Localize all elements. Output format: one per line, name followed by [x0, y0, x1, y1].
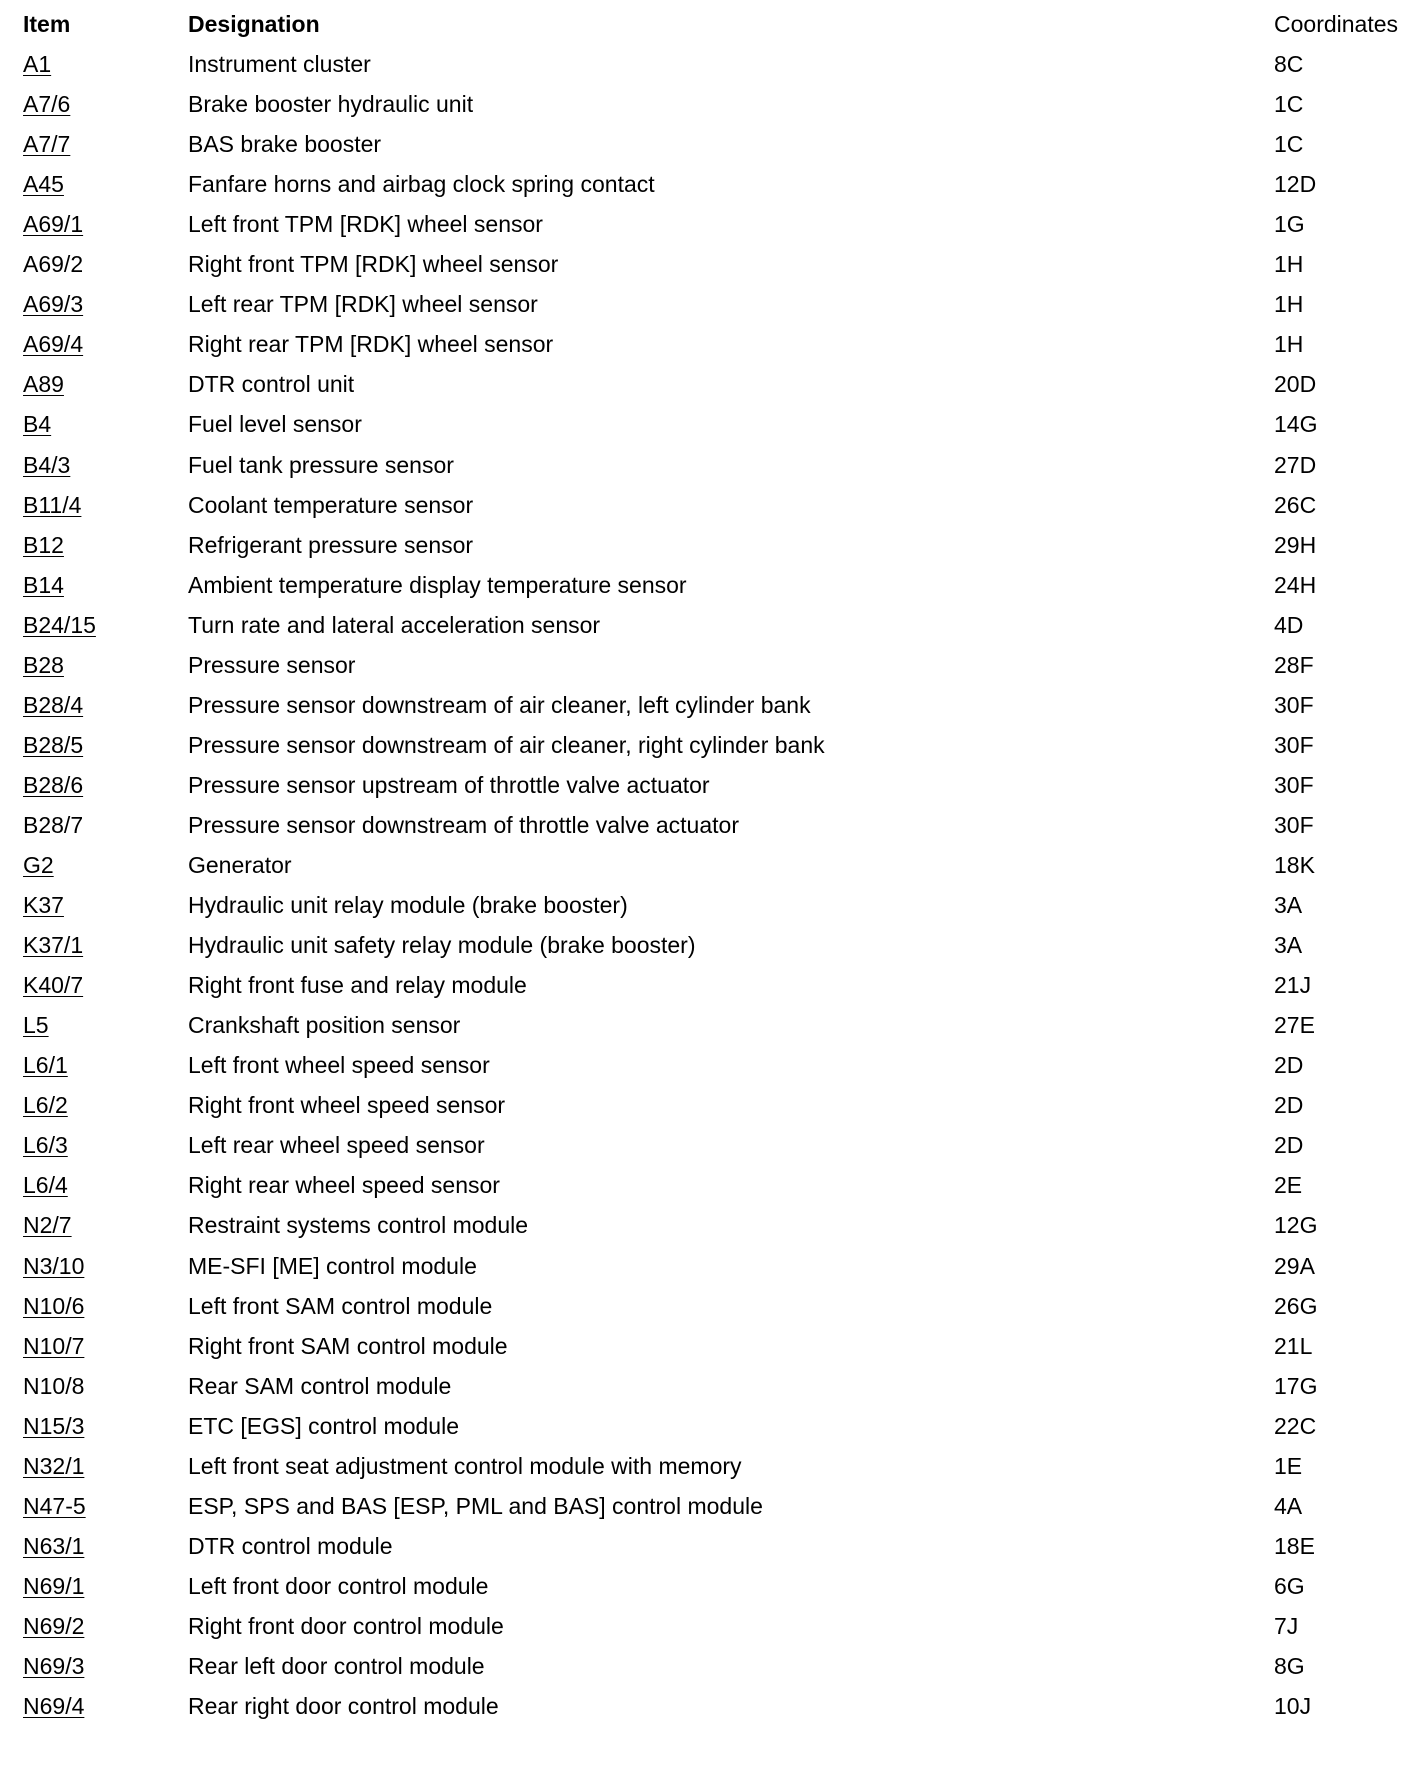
item-code-link[interactable]: N69/4 [23, 1693, 85, 1720]
table-header [0, 11, 1408, 51]
table-row [0, 1533, 1408, 1573]
designation-cell: Pressure sensor upstream of throttle valve actuator [188, 771, 710, 798]
header-coordinates: Coordinates [1274, 11, 1399, 37]
item-code-link: A69/2 [23, 251, 84, 278]
coordinates-cell: 20D [1274, 371, 1317, 398]
coordinates-cell: 1H [1274, 251, 1304, 278]
designation-cell: ETC [EGS] control module [188, 1412, 459, 1439]
table-row [0, 572, 1408, 612]
table-row [0, 1373, 1408, 1413]
coordinates-cell: 3A [1274, 892, 1303, 919]
coordinates-cell: 3A [1274, 932, 1303, 959]
coordinates-cell: 26C [1274, 491, 1317, 518]
designation-cell: Generator [188, 852, 292, 878]
item-code-link[interactable]: K37/1 [23, 932, 84, 959]
table-row [0, 1493, 1408, 1533]
designation-cell: Left front seat adjustment control module with memory [188, 1452, 742, 1479]
table-row [0, 532, 1408, 572]
designation-cell: Crankshaft position sensor [188, 1012, 461, 1039]
designation-cell: ESP, SPS and BAS [ESP, PML and BAS] control module [188, 1492, 763, 1519]
table-row [0, 492, 1408, 532]
header-item: Item [23, 11, 71, 37]
table-row [0, 892, 1408, 932]
coordinates-cell: 12D [1274, 171, 1317, 198]
table-row [0, 91, 1408, 131]
designation-cell: Restraint systems control module [188, 1212, 529, 1239]
coordinates-cell: 2E [1274, 1172, 1303, 1199]
table-row [0, 452, 1408, 492]
table-row [0, 211, 1408, 251]
designation-cell: Instrument cluster [188, 51, 371, 77]
designation-cell: Left rear TPM [RDK] wheel sensor [188, 291, 538, 318]
item-code-link[interactable]: B4 [23, 411, 52, 438]
table-row [0, 251, 1408, 291]
designation-cell: Turn rate and lateral acceleration sensor [188, 611, 601, 638]
coordinates-cell: 30F [1274, 731, 1314, 758]
item-code-link[interactable]: K40/7 [23, 972, 84, 999]
designation-cell: Right rear TPM [RDK] wheel sensor [188, 331, 554, 358]
item-code-link[interactable]: A89 [23, 371, 64, 398]
designation-cell: Rear right door control module [188, 1693, 499, 1720]
item-code-link[interactable]: L6/3 [23, 1132, 68, 1159]
designation-cell: Right front fuse and relay module [188, 972, 527, 999]
item-code-link[interactable]: N69/1 [23, 1572, 85, 1599]
coordinates-cell: 22C [1274, 1412, 1317, 1439]
item-code-link[interactable]: B4/3 [23, 451, 71, 478]
table-row [0, 171, 1408, 211]
table-row [0, 1293, 1408, 1333]
designation-cell: Right front TPM [RDK] wheel sensor [188, 251, 559, 278]
item-code-link[interactable]: G2 [23, 852, 54, 878]
designation-cell: Ambient temperature display temperature sensor [188, 571, 687, 598]
designation-cell: DTR control unit [188, 371, 355, 398]
coordinates-cell: 2D [1274, 1092, 1304, 1119]
item-code-link[interactable]: L5 [23, 1012, 49, 1039]
item-code-link[interactable]: L6/1 [23, 1052, 68, 1079]
table-row [0, 1092, 1408, 1132]
coordinates-cell: 1C [1274, 131, 1304, 158]
coordinates-cell: 30F [1274, 691, 1314, 718]
designation-cell: DTR control module [188, 1532, 393, 1559]
item-code-link[interactable]: A7/6 [23, 91, 71, 118]
coordinates-cell: 4A [1274, 1492, 1303, 1519]
coordinates-cell: 18K [1274, 852, 1315, 878]
coordinates-cell: 17G [1274, 1372, 1318, 1399]
designation-cell: BAS brake booster [188, 131, 382, 158]
table-row [0, 411, 1408, 451]
item-code-link[interactable]: N32/1 [23, 1452, 85, 1479]
item-code-link[interactable]: N2/7 [23, 1212, 72, 1239]
coordinates-cell: 14G [1274, 411, 1318, 438]
coordinates-cell: 26G [1274, 1292, 1318, 1319]
item-code-link[interactable]: L6/2 [23, 1092, 68, 1119]
designation-cell: Left rear wheel speed sensor [188, 1132, 485, 1159]
item-code-link[interactable]: B28/5 [23, 731, 84, 758]
designation-cell: Right front door control module [188, 1612, 504, 1639]
table-row [0, 1172, 1408, 1212]
table-row [0, 732, 1408, 772]
designation-cell: Fuel level sensor [188, 411, 362, 438]
table-row [0, 692, 1408, 732]
table-row [0, 51, 1408, 91]
table-row [0, 371, 1408, 411]
item-code-link[interactable]: B28/6 [23, 771, 84, 798]
item-code-link[interactable]: N69/2 [23, 1612, 85, 1639]
item-code-link[interactable]: B11/4 [23, 491, 82, 518]
item-code-link[interactable]: A45 [23, 171, 64, 198]
table-row [0, 612, 1408, 652]
designation-cell: Left front wheel speed sensor [188, 1052, 490, 1079]
coordinates-cell: 30F [1274, 771, 1314, 798]
designation-cell: Fanfare horns and airbag clock spring contact [188, 171, 655, 198]
table-row [0, 932, 1408, 972]
coordinates-cell: 8C [1274, 51, 1304, 77]
designation-cell: Fuel tank pressure sensor [188, 451, 454, 478]
item-code-link[interactable]: A69/3 [23, 291, 84, 318]
table-row [0, 1333, 1408, 1373]
table-row [0, 852, 1408, 892]
designation-cell: Rear SAM control module [188, 1372, 452, 1399]
coordinates-cell: 27E [1274, 1012, 1315, 1039]
table-row [0, 1052, 1408, 1092]
table-row [0, 331, 1408, 371]
designation-cell: Left front door control module [188, 1572, 489, 1599]
item-code-link[interactable]: K37 [23, 892, 64, 919]
table-row [0, 972, 1408, 1012]
table-row [0, 772, 1408, 812]
item-code-link[interactable]: N63/1 [23, 1532, 85, 1559]
designation-cell: Right rear wheel speed sensor [188, 1172, 500, 1199]
coordinates-cell: 30F [1274, 811, 1314, 838]
table-row [0, 812, 1408, 852]
item-code-link[interactable]: B24/15 [23, 611, 96, 638]
table-row [0, 291, 1408, 331]
designation-cell: Rear left door control module [188, 1653, 485, 1679]
coordinates-cell: 4D [1274, 611, 1304, 638]
coordinates-cell: 1H [1274, 331, 1304, 358]
designation-cell: Pressure sensor downstream of throttle valve actuator [188, 811, 739, 838]
designation-cell: Left front SAM control module [188, 1292, 493, 1319]
designation-cell: Pressure sensor downstream of air cleaner, left cylinder bank [188, 691, 811, 718]
item-code-link[interactable]: A69/1 [23, 211, 84, 238]
item-code-link[interactable]: N47-5 [23, 1492, 86, 1519]
coordinates-cell: 1G [1274, 211, 1305, 238]
item-code-link: B28/7 [23, 811, 84, 838]
table-row [0, 652, 1408, 692]
table-row [0, 1653, 1408, 1693]
item-code-link[interactable]: B28/4 [23, 691, 84, 718]
coordinates-cell: 1H [1274, 291, 1304, 318]
coordinates-cell: 6G [1274, 1572, 1305, 1599]
table-row [0, 1212, 1408, 1252]
coordinates-cell: 18E [1274, 1532, 1315, 1559]
designation-cell: Pressure sensor downstream of air cleaner, right cylinder bank [188, 731, 825, 758]
designation-cell: ME-SFI [ME] control module [188, 1252, 477, 1279]
table-row [0, 1132, 1408, 1172]
coordinates-cell: 10J [1274, 1693, 1312, 1720]
coordinates-cell: 29H [1274, 531, 1317, 558]
coordinates-cell: 29A [1274, 1252, 1315, 1279]
designation-cell: Pressure sensor [188, 651, 356, 678]
table-row [0, 1573, 1408, 1613]
table-row [0, 1453, 1408, 1493]
item-code-link[interactable]: A1 [23, 51, 52, 77]
coordinates-cell: 2D [1274, 1132, 1304, 1159]
designation-cell: Hydraulic unit relay module (brake booster) [188, 892, 628, 919]
coordinates-cell: 21L [1274, 1332, 1313, 1359]
item-code-link[interactable]: N15/3 [23, 1412, 85, 1439]
item-code-link[interactable]: N10/7 [23, 1332, 85, 1359]
item-code-link[interactable]: N10/6 [23, 1292, 85, 1319]
table-row [0, 1012, 1408, 1052]
designation-cell: Left front TPM [RDK] wheel sensor [188, 211, 543, 238]
table-row [0, 1693, 1408, 1733]
item-code-link[interactable]: A7/7 [23, 131, 71, 158]
coordinates-cell: 21J [1274, 972, 1312, 999]
item-code-link: N10/8 [23, 1372, 85, 1399]
coordinates-cell: 8G [1274, 1653, 1305, 1679]
designation-cell: Right front SAM control module [188, 1332, 508, 1359]
item-code-link[interactable]: N69/3 [23, 1653, 85, 1679]
coordinates-cell: 12G [1274, 1212, 1318, 1239]
coordinates-cell: 24H [1274, 571, 1317, 598]
coordinates-cell: 7J [1274, 1612, 1299, 1639]
coordinates-cell: 1C [1274, 91, 1304, 118]
designation-cell: Refrigerant pressure sensor [188, 531, 474, 558]
coordinates-cell: 27D [1274, 451, 1317, 478]
table-row [0, 1613, 1408, 1653]
designation-cell: Hydraulic unit safety relay module (brake booster) [188, 932, 696, 959]
item-code-link[interactable]: B28 [23, 651, 64, 678]
item-code-link[interactable]: A69/4 [23, 331, 84, 358]
coordinates-cell: 28F [1274, 651, 1314, 678]
item-code-link[interactable]: L6/4 [23, 1172, 68, 1199]
designation-cell: Brake booster hydraulic unit [188, 91, 474, 118]
header-designation: Designation [188, 11, 320, 37]
designation-cell: Coolant temperature sensor [188, 491, 474, 518]
item-code-link[interactable]: B12 [23, 531, 64, 558]
table-row [0, 1253, 1408, 1293]
table-row [0, 1413, 1408, 1453]
designation-cell: Right front wheel speed sensor [188, 1092, 506, 1119]
item-code-link[interactable]: B14 [23, 571, 64, 598]
item-code-link[interactable]: N3/10 [23, 1252, 85, 1279]
coordinates-cell: 1E [1274, 1452, 1303, 1479]
table-row [0, 131, 1408, 171]
coordinates-cell: 2D [1274, 1052, 1304, 1079]
